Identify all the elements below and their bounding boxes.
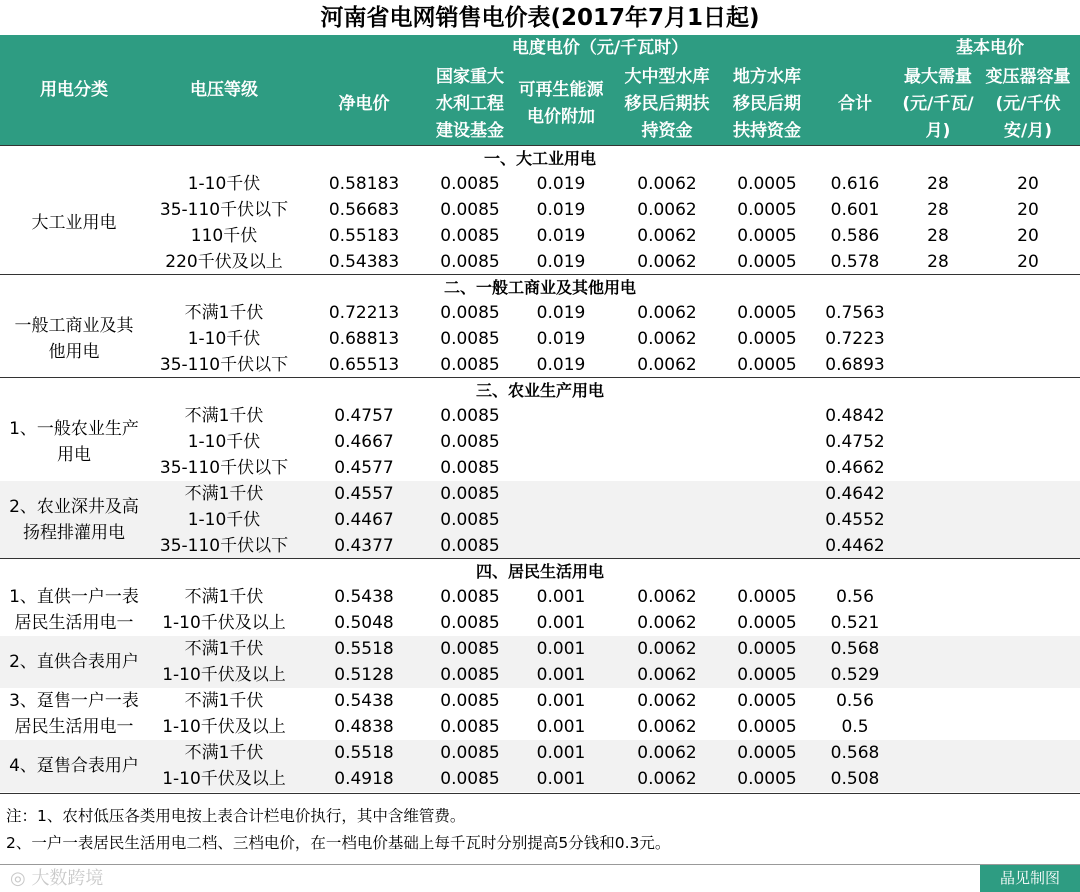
header-kwh-group: 电度电价（元/千瓦时） [511, 38, 689, 58]
cell-res-large: 0.0062 [637, 769, 697, 789]
cell-total: 0.4462 [825, 536, 885, 556]
category-label: 1、直供一户一表 居民生活用电一 [9, 587, 139, 633]
cell-res-large [610, 481, 724, 507]
cell-total: 0.4552 [825, 510, 885, 530]
cell-total: 0.4642 [825, 484, 885, 504]
cell-fund: 0.0085 [440, 717, 500, 737]
cell-transformer [976, 403, 1080, 429]
cell-max-demand [900, 429, 976, 455]
cell-total: 0.56 [836, 691, 874, 711]
cell-res-large: 0.0062 [637, 587, 697, 607]
header-category: 用电分类 [40, 80, 108, 100]
category-label: 2、直供合表用户 [9, 652, 139, 672]
cell-voltage: 不满1千伏 [184, 639, 264, 659]
table-row [0, 249, 1080, 275]
cell-res-local: 0.0005 [737, 743, 797, 763]
cell-res-local: 0.0005 [737, 226, 797, 246]
cell-res-large [610, 429, 724, 455]
cell-renew [512, 507, 610, 533]
cell-total: 0.4662 [825, 458, 885, 478]
cell-total: 0.7223 [825, 329, 885, 349]
cell-res-local: 0.0005 [737, 769, 797, 789]
cell-transformer: 20 [1017, 174, 1039, 194]
cell-res-local: 0.0005 [737, 691, 797, 711]
cell-voltage: 不满1千伏 [184, 303, 264, 323]
cell-max-demand [900, 481, 976, 507]
table-row [0, 766, 1080, 792]
table-row [0, 223, 1080, 249]
cell-voltage: 220千伏及以上 [165, 252, 283, 272]
cell-fund: 0.0085 [440, 613, 500, 633]
cell-transformer [976, 766, 1080, 792]
cell-voltage: 1-10千伏及以上 [162, 717, 286, 737]
table-row [0, 197, 1080, 223]
cell-net: 0.4667 [334, 432, 394, 452]
table-row [0, 714, 1080, 740]
cell-total: 0.601 [830, 200, 880, 220]
cell-res-local [724, 533, 810, 559]
table-row [0, 300, 1080, 326]
cell-voltage: 不满1千伏 [184, 743, 264, 763]
cell-res-local [724, 403, 810, 429]
cell-renew [512, 403, 610, 429]
cell-res-large [610, 403, 724, 429]
cell-res-large: 0.0062 [637, 174, 697, 194]
cell-renew [512, 455, 610, 481]
table-row [0, 429, 1080, 455]
cell-total: 0.578 [830, 252, 880, 272]
cell-voltage: 35-110千伏以下 [159, 200, 289, 220]
category-label: 1、一般农业生产 用电 [9, 419, 139, 465]
table-row [0, 688, 1080, 714]
page-title: 河南省电网销售电价表(2017年7月1日起) [320, 5, 760, 31]
cell-transformer [976, 688, 1080, 714]
cell-voltage: 不满1千伏 [184, 587, 264, 607]
cell-max-demand [900, 507, 976, 533]
cell-net: 0.4467 [334, 510, 394, 530]
table-row [0, 171, 1080, 197]
cell-res-large [610, 455, 724, 481]
cell-net: 0.65513 [328, 355, 400, 375]
cell-net: 0.5048 [334, 613, 394, 633]
cell-transformer [976, 300, 1080, 326]
cell-total: 0.616 [830, 174, 880, 194]
cell-res-large [610, 533, 724, 559]
cell-total: 0.6893 [825, 355, 885, 375]
cell-net: 0.5438 [334, 587, 394, 607]
header-transformer: 变压器容量 (元/千伏 安/月) [985, 66, 1071, 141]
cell-net: 0.56683 [328, 200, 400, 220]
cell-max-demand [900, 688, 976, 714]
cell-res-large: 0.0062 [637, 200, 697, 220]
cell-res-large: 0.0062 [637, 252, 697, 272]
cell-res-local [724, 455, 810, 481]
header-net: 净电价 [338, 93, 390, 114]
cell-max-demand [900, 610, 976, 636]
cell-voltage: 35-110千伏以下 [159, 458, 289, 478]
cell-transformer [976, 481, 1080, 507]
cell-renew: 0.001 [536, 665, 586, 685]
note-2: 2、一户一表居民生活用电二档、三档电价，在一档电价基础上每千瓦时分别提高5分钱和0.3元。 [6, 834, 671, 852]
category-label: 3、趸售一户一表 居民生活用电一 [9, 691, 139, 737]
section-title: 一、大工业用电 [483, 149, 596, 168]
header-total: 合计 [838, 93, 872, 114]
cell-transformer [976, 455, 1080, 481]
cell-max-demand: 28 [927, 174, 949, 194]
cell-renew: 0.019 [536, 200, 586, 220]
cell-fund: 0.0085 [440, 200, 500, 220]
header-fund: 国家重大 水利工程 建设基金 [436, 66, 504, 141]
cell-res-local [724, 507, 810, 533]
cell-voltage: 1-10千伏 [187, 174, 261, 194]
cell-net: 0.5518 [334, 639, 394, 659]
table-row [0, 740, 1080, 766]
cell-renew [512, 481, 610, 507]
cell-total: 0.5 [841, 717, 869, 737]
cell-net: 0.4377 [334, 536, 394, 556]
header-res-large: 大中型水库 移民后期扶 持资金 [624, 66, 710, 141]
cell-res-local: 0.0005 [737, 200, 797, 220]
cell-fund: 0.0085 [440, 536, 500, 556]
cell-res-large: 0.0062 [637, 355, 697, 375]
cell-fund: 0.0085 [440, 484, 500, 504]
cell-res-local: 0.0005 [737, 355, 797, 375]
cell-net: 0.68813 [328, 329, 400, 349]
cell-fund: 0.0085 [440, 226, 500, 246]
cell-max-demand: 28 [927, 200, 949, 220]
cell-max-demand [900, 714, 976, 740]
cell-max-demand [900, 300, 976, 326]
cell-res-large: 0.0062 [637, 691, 697, 711]
cell-net: 0.5438 [334, 691, 394, 711]
table-row [0, 481, 1080, 507]
cell-transformer [976, 584, 1080, 610]
cell-fund: 0.0085 [440, 406, 500, 426]
cell-max-demand: 28 [927, 252, 949, 272]
table-row [0, 507, 1080, 533]
cell-fund: 0.0085 [440, 639, 500, 659]
cell-renew: 0.001 [536, 717, 586, 737]
cell-fund: 0.0085 [440, 458, 500, 478]
cell-max-demand [900, 740, 976, 766]
cell-fund: 0.0085 [440, 174, 500, 194]
cell-res-local: 0.0005 [737, 717, 797, 737]
cell-transformer [976, 507, 1080, 533]
table-row [0, 610, 1080, 636]
cell-voltage: 不满1千伏 [184, 406, 264, 426]
cell-voltage: 1-10千伏及以上 [162, 665, 286, 685]
cell-max-demand [900, 352, 976, 378]
cell-net: 0.54383 [328, 252, 400, 272]
cell-transformer: 20 [1017, 200, 1039, 220]
cell-res-local: 0.0005 [737, 252, 797, 272]
table-row [0, 455, 1080, 481]
watermark-text: 大数跨境 [31, 868, 104, 889]
cell-transformer [976, 662, 1080, 688]
cell-net: 0.5518 [334, 743, 394, 763]
cell-net: 0.55183 [328, 226, 400, 246]
cell-max-demand [900, 455, 976, 481]
cell-res-large: 0.0062 [637, 743, 697, 763]
category-label: 大工业用电 [31, 213, 117, 233]
cell-total: 0.529 [830, 665, 880, 685]
cell-transformer: 20 [1017, 252, 1039, 272]
cell-renew: 0.019 [536, 174, 586, 194]
cell-fund: 0.0085 [440, 432, 500, 452]
cell-transformer [976, 740, 1080, 766]
cell-fund: 0.0085 [440, 303, 500, 323]
cell-voltage: 1-10千伏 [187, 510, 261, 530]
cell-voltage: 110千伏 [190, 226, 258, 246]
cell-max-demand [900, 662, 976, 688]
cell-total: 0.4752 [825, 432, 885, 452]
table-row [0, 662, 1080, 688]
cell-fund: 0.0085 [440, 329, 500, 349]
cell-res-large: 0.0062 [637, 665, 697, 685]
cell-renew: 0.019 [536, 355, 586, 375]
cell-res-large [610, 507, 724, 533]
cell-renew: 0.001 [536, 639, 586, 659]
cell-res-local: 0.0005 [737, 174, 797, 194]
cell-res-local: 0.0005 [737, 329, 797, 349]
cell-net: 0.5128 [334, 665, 394, 685]
cell-res-local: 0.0005 [737, 665, 797, 685]
brand-label: 晶见制图 [980, 865, 1080, 892]
cell-renew: 0.019 [536, 226, 586, 246]
cell-total: 0.568 [830, 639, 880, 659]
cell-max-demand: 28 [927, 226, 949, 246]
watermark: ◎ 大数跨境 [10, 868, 104, 889]
cell-renew: 0.001 [536, 743, 586, 763]
cell-res-large: 0.0062 [637, 639, 697, 659]
cell-res-local: 0.0005 [737, 587, 797, 607]
cell-fund: 0.0085 [440, 769, 500, 789]
cell-res-large: 0.0062 [637, 226, 697, 246]
cell-voltage: 1-10千伏及以上 [162, 769, 286, 789]
cell-net: 0.4757 [334, 406, 394, 426]
cell-voltage: 不满1千伏 [184, 691, 264, 711]
cell-res-large: 0.0062 [637, 329, 697, 349]
section-title: 二、一般工商业及其他用电 [443, 278, 636, 297]
cell-renew: 0.001 [536, 587, 586, 607]
cell-net: 0.4838 [334, 717, 394, 737]
table-row [0, 584, 1080, 610]
note-1: 注：1、农村低压各类用电按上表合计栏电价执行，其中含维管费。 [6, 807, 466, 825]
cell-max-demand [900, 326, 976, 352]
cell-renew: 0.001 [536, 691, 586, 711]
cell-total: 0.586 [830, 226, 880, 246]
table-row [0, 636, 1080, 662]
section-title: 四、居民生活用电 [475, 562, 604, 581]
header-renew: 可再生能源 电价附加 [518, 80, 604, 127]
cell-net: 0.4577 [334, 458, 394, 478]
cell-transformer [976, 714, 1080, 740]
cell-transformer [976, 326, 1080, 352]
cell-transformer [976, 352, 1080, 378]
cell-res-local: 0.0005 [737, 639, 797, 659]
cell-voltage: 1-10千伏 [187, 432, 261, 452]
cell-fund: 0.0085 [440, 665, 500, 685]
cell-total: 0.521 [830, 613, 880, 633]
cell-fund: 0.0085 [440, 252, 500, 272]
cell-fund: 0.0085 [440, 510, 500, 530]
header-voltage: 电压等级 [190, 80, 258, 100]
cell-res-large: 0.0062 [637, 717, 697, 737]
cell-renew: 0.019 [536, 329, 586, 349]
cell-renew: 0.019 [536, 303, 586, 323]
cell-fund: 0.0085 [440, 587, 500, 607]
cell-net: 0.4557 [334, 484, 394, 504]
cell-net: 0.58183 [328, 174, 400, 194]
cell-renew: 0.001 [536, 769, 586, 789]
cell-renew [512, 533, 610, 559]
header-res-local: 地方水库 移民后期 扶持资金 [733, 66, 801, 141]
cell-fund: 0.0085 [440, 691, 500, 711]
cell-total: 0.56 [836, 587, 874, 607]
table-header [0, 35, 1080, 146]
cell-voltage: 35-110千伏以下 [159, 355, 289, 375]
header-max-demand: 最大需量 (元/千瓦/ 月) [902, 66, 974, 141]
cell-transformer [976, 610, 1080, 636]
cell-voltage: 35-110千伏以下 [159, 536, 289, 556]
cell-res-local: 0.0005 [737, 303, 797, 323]
cell-voltage: 1-10千伏及以上 [162, 613, 286, 633]
cell-transformer [976, 636, 1080, 662]
cell-res-large: 0.0062 [637, 613, 697, 633]
cell-res-large: 0.0062 [637, 303, 697, 323]
cell-max-demand [900, 636, 976, 662]
cell-total: 0.508 [830, 769, 880, 789]
cell-transformer: 20 [1017, 226, 1039, 246]
category-label: 4、趸售合表用户 [9, 756, 139, 776]
cell-fund: 0.0085 [440, 355, 500, 375]
cell-renew: 0.001 [536, 613, 586, 633]
cell-voltage: 1-10千伏 [187, 329, 261, 349]
table-row [0, 326, 1080, 352]
section-title: 三、农业生产用电 [475, 381, 604, 400]
cell-total: 0.7563 [825, 303, 885, 323]
cell-max-demand [900, 403, 976, 429]
table-row [0, 352, 1080, 378]
cell-fund: 0.0085 [440, 743, 500, 763]
cell-net: 0.72213 [328, 303, 400, 323]
cell-max-demand [900, 766, 976, 792]
cell-total: 0.568 [830, 743, 880, 763]
cell-res-local [724, 481, 810, 507]
category-label: 一般工商业及其 他用电 [14, 316, 134, 362]
table-row [0, 533, 1080, 559]
cell-res-local [724, 429, 810, 455]
cell-renew [512, 429, 610, 455]
cell-transformer [976, 533, 1080, 559]
cell-voltage: 不满1千伏 [184, 484, 264, 504]
table-bottom-rule [0, 793, 1080, 794]
cell-renew: 0.019 [536, 252, 586, 272]
table-row [0, 403, 1080, 429]
cell-net: 0.4918 [334, 769, 394, 789]
cell-res-local: 0.0005 [737, 613, 797, 633]
category-label: 2、农业深井及高 扬程排灌用电 [9, 497, 139, 543]
header-base-group: 基本电价 [956, 38, 1024, 58]
cell-max-demand [900, 584, 976, 610]
cell-transformer [976, 429, 1080, 455]
cell-total: 0.4842 [825, 406, 885, 426]
footer [0, 864, 1080, 892]
cell-max-demand [900, 533, 976, 559]
